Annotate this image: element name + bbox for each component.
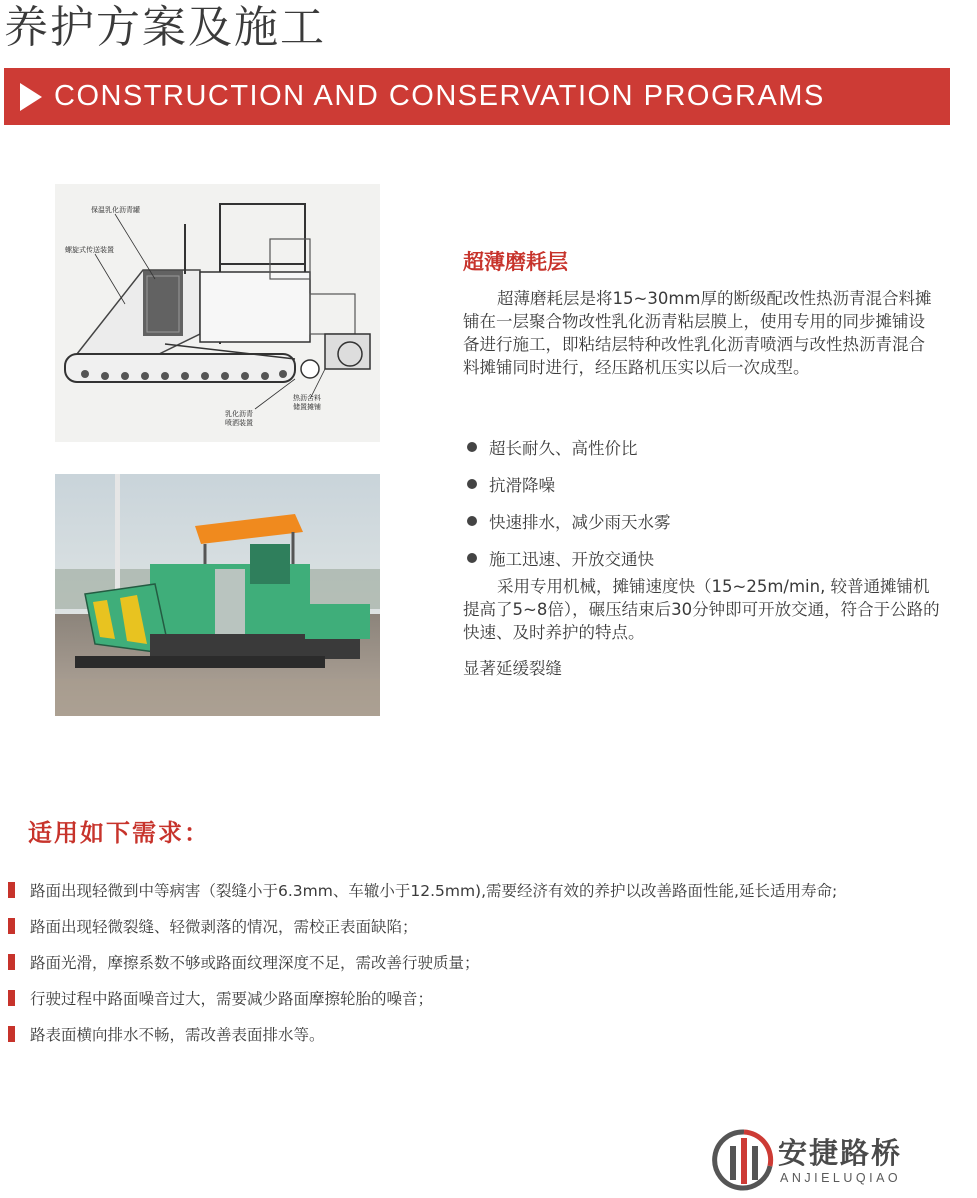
bullet-icon: [467, 516, 477, 526]
feature-label: 抗滑降噪: [489, 475, 555, 495]
diagram-callout-4: 乳化沥青 喷洒装置: [225, 410, 253, 427]
list-item: [8, 980, 977, 1016]
requirement-text: 路表面横向排水不畅，需改善表面排水等。: [30, 1026, 325, 1044]
requirement-text: 路面出现轻微裂缝、轻微剥落的情况，需校正表面缺陷；: [30, 918, 418, 936]
requirements-title: 适用如下需求：: [28, 819, 210, 847]
logo-english-name: ANJIELUQIAO: [780, 1171, 902, 1185]
requirements-list: [8, 872, 977, 1052]
paver-diagram-drawing: [55, 184, 380, 442]
feature-label: 超长耐久、高性价比: [489, 438, 638, 458]
list-item: [463, 539, 941, 576]
requirement-text: 路面出现轻微到中等病害（裂缝小于6.3mm、车辙小于12.5mm),需要经济有效的养护以改善路面性能,延长适用寿命;: [30, 882, 838, 900]
bullet-icon: [467, 442, 477, 452]
diagram-callout-2: 螺旋式传送装置: [65, 246, 114, 254]
detail-paragraph: 采用专用机械，摊铺速度快（15~25m/min, 较普通摊铺机提高了5~8倍），碾压结束后30分钟即可开放交通，符合于公路的快速、及时养护的特点。: [463, 577, 940, 642]
feature-label: 快速排水，减少雨天水雾: [489, 512, 671, 532]
extra-benefit: 显著延缓裂缝: [463, 659, 562, 678]
feature-list: [463, 428, 941, 576]
page-title: 养护方案及施工: [4, 2, 326, 53]
logo-mark-icon: [712, 1126, 776, 1194]
bullet-square-icon: [8, 918, 15, 934]
bullet-icon: [467, 479, 477, 489]
list-item: [8, 908, 977, 944]
paver-diagram: [55, 184, 380, 442]
diagram-callout-1: 保温乳化沥青罐: [91, 206, 140, 214]
paver-photo-illustration: [55, 474, 380, 716]
intro-paragraph: 超薄磨耗层是将15~30mm厚的断级配改性热沥青混合料摊铺在一层聚合物改性乳化沥青粘层膜上，使用专用的同步摊铺设备进行施工，即粘结层特种改性乳化沥青喷洒与改性热沥青混合料摊铺同时进行，经压路机压实以后一次成型。: [463, 289, 932, 377]
company-logo: [712, 1126, 942, 1194]
list-item: [8, 872, 977, 908]
logo-chinese-name: 安捷路桥: [778, 1136, 903, 1170]
bullet-square-icon: [8, 882, 15, 898]
play-arrow-icon: [20, 83, 42, 111]
banner-text: CONSTRUCTION AND CONSERVATION PROGRAMS: [54, 80, 825, 112]
list-item: [463, 502, 941, 539]
list-item: [8, 944, 977, 980]
list-item: [463, 428, 941, 465]
bullet-square-icon: [8, 990, 15, 1006]
bullet-square-icon: [8, 954, 15, 970]
section-title: 超薄磨耗层: [463, 250, 568, 274]
list-item: [463, 465, 941, 502]
bullet-icon: [467, 553, 477, 563]
requirement-text: 路面光滑，摩擦系数不够或路面纹理深度不足，需改善行驶质量；: [30, 954, 480, 972]
diagram-callout-3: 热沥合料 储置摊铺: [293, 394, 321, 411]
feature-label: 施工迅速、开放交通快: [489, 549, 654, 569]
paver-photo: [55, 474, 380, 716]
section-banner: [4, 68, 950, 125]
list-item: [8, 1016, 977, 1052]
bullet-square-icon: [8, 1026, 15, 1042]
requirement-text: 行驶过程中路面噪音过大，需要减少路面摩擦轮胎的噪音；: [30, 990, 434, 1008]
